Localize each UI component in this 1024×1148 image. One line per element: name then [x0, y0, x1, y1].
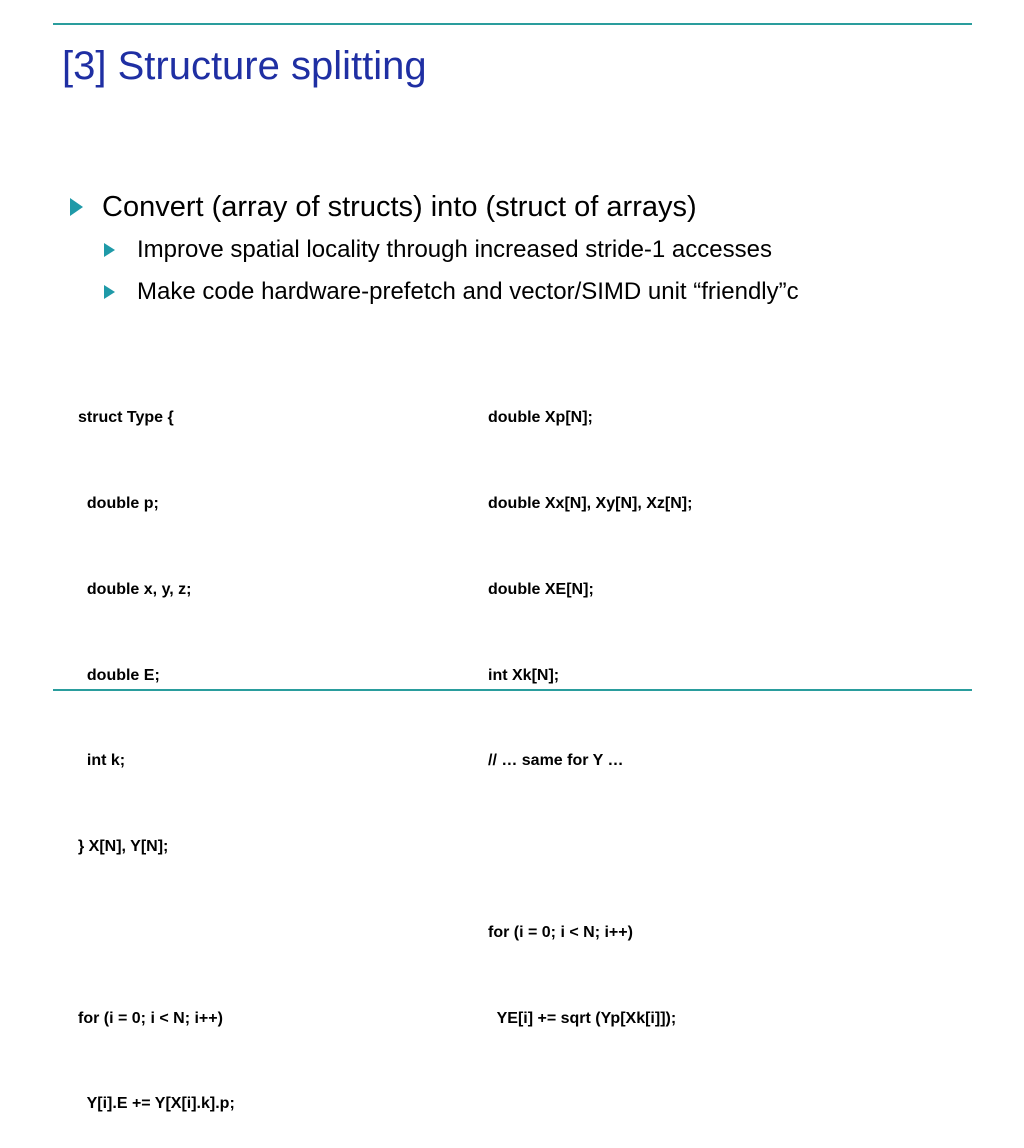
- code-line: [488, 833, 692, 862]
- code-line: for (i = 0; i < N; i++): [78, 1009, 223, 1027]
- code-line: double Xx[N], Xy[N], Xz[N];: [488, 494, 693, 512]
- code-line: } X[N], Y[N];: [78, 838, 169, 856]
- code-line: double XE[N];: [488, 580, 594, 598]
- code-line: Y[i].E += Y[X[i].k].p;: [78, 1095, 235, 1113]
- code-line: int k;: [78, 752, 126, 770]
- code-block-struct-of-arrays: [488, 347, 692, 1062]
- code-line: struct Type {: [78, 409, 174, 427]
- code-block-array-of-structs: [78, 347, 235, 1148]
- top-divider: [53, 23, 972, 25]
- sub-bullet-item: [64, 229, 964, 271]
- bullet-list: [64, 185, 964, 313]
- bullet-text: Convert (array of structs) into (struct of arrays): [102, 191, 697, 223]
- sub-bullet-text: Make code hardware-prefetch and vector/SIMD unit “friendly”c: [137, 278, 799, 305]
- arrow-bullet-icon: [104, 243, 115, 257]
- sub-bullet-text: Improve spatial locality through increased stride-1 accesses: [137, 236, 772, 263]
- arrow-bullet-icon: [104, 285, 115, 299]
- code-line: YE[i] += sqrt (Yp[Xk[i]]);: [488, 1009, 677, 1027]
- code-line: int Xk[N];: [488, 666, 560, 684]
- bullet-item: [64, 185, 964, 229]
- code-line: double Xp[N];: [488, 409, 593, 427]
- code-line: for (i = 0; i < N; i++): [488, 923, 633, 941]
- code-line: // … same for Y …: [488, 752, 624, 770]
- sub-bullet-item: [64, 271, 964, 313]
- slide-title: [3] Structure splitting: [62, 44, 427, 88]
- code-line: double E;: [78, 666, 160, 684]
- code-line: double p;: [78, 494, 159, 512]
- bottom-divider: [53, 689, 972, 691]
- code-line: [78, 919, 235, 948]
- code-line: double x, y, z;: [78, 580, 192, 598]
- arrow-bullet-icon: [70, 198, 83, 216]
